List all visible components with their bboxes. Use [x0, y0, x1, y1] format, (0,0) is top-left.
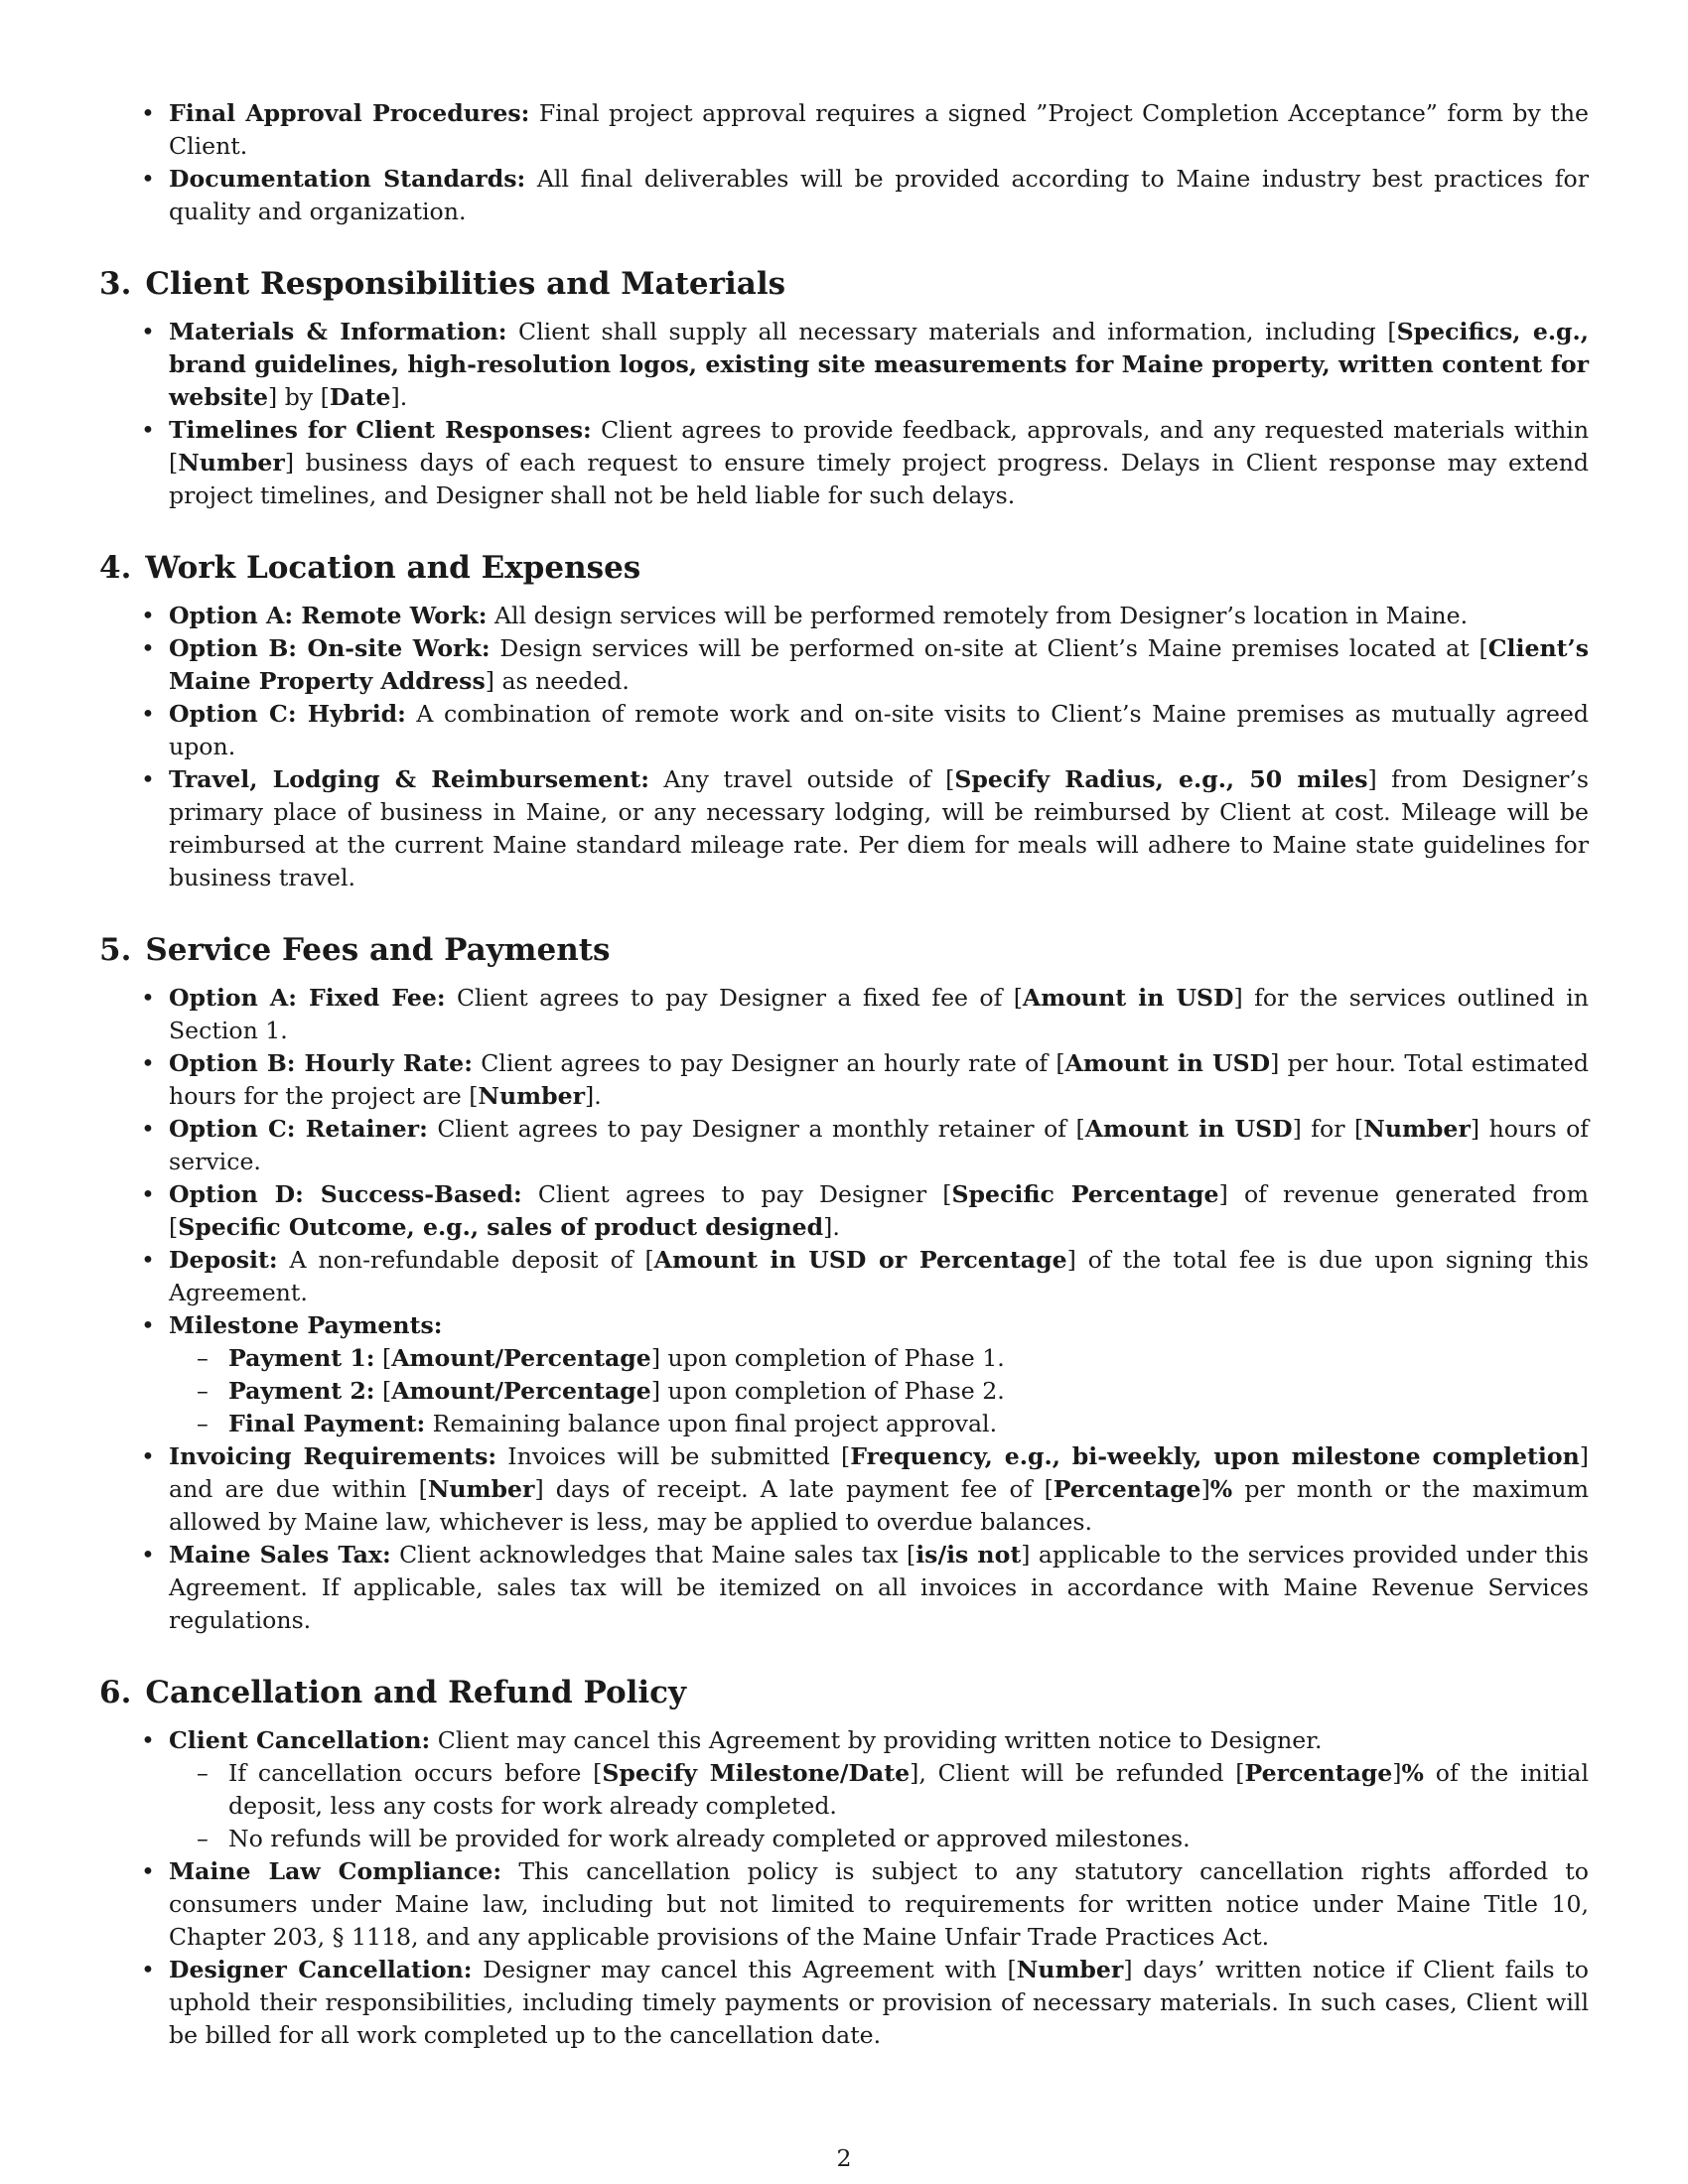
bold-text: Amount in USD: [1064, 1049, 1271, 1077]
text-span: ] business days of each request to ensure timely project progress. Delays in Client response may extend project timelines, and Designer shall not be held liable for such delays.: [169, 449, 1589, 509]
bold-text: Designer Cancellation:: [169, 1956, 473, 1983]
bold-text: Materials & Information:: [169, 318, 507, 345]
section-list: [99, 1724, 1589, 2052]
bold-text: Option D: Success-Based:: [169, 1180, 522, 1208]
list-item: [99, 698, 1589, 763]
text-span: ], Client will be refunded [: [910, 1759, 1245, 1787]
bold-text: Payment 2:: [228, 1377, 375, 1405]
continued-list: [99, 97, 1589, 228]
text-span: Invoices will be submitted [: [496, 1442, 851, 1470]
text-span: ] upon completion of Phase 2.: [650, 1377, 1005, 1405]
bold-text: Option A: Fixed Fee:: [169, 984, 446, 1012]
text-span: Client agrees to pay Designer an hourly rate of [: [472, 1049, 1065, 1077]
section-heading: [99, 548, 1589, 588]
text-span: [: [374, 1377, 392, 1405]
bold-text: Option C: Retainer:: [169, 1115, 428, 1143]
bold-text: Number: [1016, 1956, 1124, 1983]
bold-text: Amount/Percentage: [391, 1344, 651, 1372]
text-span: ] upon completion of Phase 1.: [650, 1344, 1005, 1372]
text-span: 3.: [99, 266, 132, 302]
text-span: All final deliverables will be provided according to Maine industry best practices for quality and organization.: [169, 165, 1589, 225]
list-item: [99, 1539, 1589, 1637]
text-span: A combination of remote work and on-site visits to Client’s Maine premises as mutually agreed upon.: [169, 700, 1589, 760]
text-span: ] by [: [267, 383, 330, 411]
text-span: Any travel outside of [: [648, 765, 955, 793]
list-item: [99, 1113, 1589, 1178]
text-span: Client may cancel this Agreement by providing written notice to Designer.: [430, 1726, 1323, 1754]
bold-text: %: [1209, 1475, 1233, 1503]
bold-text: Specific Outcome, e.g., sales of product designed: [178, 1213, 824, 1241]
text-span: Design services will be performed on-site at Client’s Maine premises located at [: [490, 634, 1488, 662]
text-span: ] as needed.: [485, 667, 630, 695]
bold-text: Client Cancellation:: [169, 1726, 431, 1754]
list-item: [99, 1244, 1589, 1309]
bold-text: Final Payment:: [228, 1410, 426, 1437]
text-span: per month or the maximum allowed by Maine law, whichever is less, may be applied to overdue balances.: [169, 1475, 1590, 1536]
list-item: [99, 600, 1589, 632]
text-span: ].: [390, 383, 408, 411]
bold-text: Specify Milestone/Date: [602, 1759, 911, 1787]
text-span: If cancellation occurs before [: [228, 1759, 603, 1787]
bold-text: Documentation Standards:: [169, 165, 526, 193]
text-span: ]: [1200, 1475, 1210, 1503]
bold-text: Percentage: [1053, 1475, 1201, 1503]
list-item: [99, 982, 1589, 1047]
bold-text: Timelines for Client Responses:: [169, 416, 592, 444]
bold-text: Number: [1363, 1115, 1471, 1143]
bold-text: Frequency, e.g., bi-weekly, upon milestone completion: [850, 1442, 1580, 1470]
text-span: ] for the services outlined in Section 1.: [169, 984, 1589, 1044]
text-span: ] and are due within [: [169, 1442, 1589, 1503]
text-span: Client agrees to pay Designer [: [521, 1180, 952, 1208]
text-span: Remaining balance upon final project approval.: [425, 1410, 998, 1437]
text-span: ] applicable to the services provided under this Agreement. If applicable, sales tax will be itemized on all invoices in accordance with Maine Revenue Services regulations.: [169, 1541, 1589, 1634]
section-list: [99, 316, 1589, 512]
list-item: [99, 1724, 1589, 1855]
bold-text: Number: [178, 449, 285, 477]
bold-text: Invoicing Requirements:: [169, 1442, 497, 1470]
text-span: Client agrees to pay Designer a monthly retainer of [: [427, 1115, 1085, 1143]
text-span: ] days’ written notice if Client fails to uphold their responsibilities, including timely payments or provision of necessary materials. In such cases, Client will be billed for all work completed up to the cancellation date.: [169, 1956, 1589, 2049]
text-span: ] of the total fee is due upon signing this Agreement.: [169, 1246, 1589, 1306]
sub-list-item: [169, 1408, 1589, 1440]
bold-text: Option C: Hybrid:: [169, 700, 406, 728]
text-span: Final project approval requires a signed ”Project Completion Acceptance” form by the Client.: [169, 99, 1589, 160]
bold-text: Date: [329, 383, 391, 411]
bold-text: Option B: On-site Work:: [169, 634, 491, 662]
bold-text: Specifics, e.g., brand guidelines, high-resolution logos, existing site measurements for Maine property, written content for website: [169, 318, 1589, 411]
bold-text: Amount in USD: [1022, 984, 1234, 1012]
bold-text: Maine Law Compliance:: [169, 1857, 502, 1885]
text-span: ] days of receipt. A late payment fee of [: [534, 1475, 1054, 1503]
bold-text: Option A: Remote Work:: [169, 602, 488, 629]
text-span: Work Location and Expenses: [145, 550, 641, 586]
section-4: [99, 548, 1589, 894]
bold-text: Specify Radius, e.g., 50 miles: [954, 765, 1368, 793]
list-item: [99, 97, 1589, 163]
list-item: [99, 316, 1589, 414]
bold-text: Amount in USD: [1084, 1115, 1293, 1143]
bold-text: Percentage: [1244, 1759, 1393, 1787]
bold-text: Final Approval Procedures:: [169, 99, 530, 127]
section-3: [99, 264, 1589, 512]
text-span: ]: [1392, 1759, 1402, 1787]
bold-text: Specific Percentage: [951, 1180, 1219, 1208]
text-span: [: [374, 1344, 392, 1372]
text-span: Cancellation and Refund Policy: [145, 1675, 687, 1710]
text-span: Designer may cancel this Agreement with [: [472, 1956, 1017, 1983]
list-item: [99, 1440, 1589, 1539]
text-span: ] per hour. Total estimated hours for the project are [: [169, 1049, 1589, 1110]
list-item: [99, 1855, 1589, 1954]
text-span: ] for [: [1292, 1115, 1364, 1143]
section-heading: [99, 930, 1589, 970]
text-span: Client shall supply all necessary materials and information, including [: [506, 318, 1397, 345]
text-span: ] from Designer’s primary place of business in Maine, or any necessary lodging, will be reimbursed by Client at cost. Mileage will be reimbursed at the current Maine standard mileage rate. Per diem for meals will adhere to Maine state guidelines for business travel.: [169, 765, 1589, 891]
bold-text: Amount/Percentage: [391, 1377, 651, 1405]
bold-text: is/is not: [915, 1541, 1022, 1569]
bold-text: Milestone Payments:: [169, 1311, 443, 1339]
section-5: [99, 930, 1589, 1637]
list-item: [99, 1954, 1589, 2052]
section-list: [99, 600, 1589, 894]
text-span: ] hours of service.: [169, 1115, 1590, 1175]
text-span: ].: [823, 1213, 840, 1241]
sub-list-item: [169, 1823, 1589, 1855]
text-span: Client agrees to provide feedback, approvals, and any requested materials within [: [169, 416, 1590, 477]
text-span: Client Responsibilities and Materials: [145, 266, 786, 302]
sub-list: [169, 1757, 1589, 1855]
text-span: 5.: [99, 932, 132, 968]
section-6: [99, 1673, 1589, 2052]
list-item: [99, 1047, 1589, 1113]
list-item: [99, 632, 1589, 698]
bold-text: Payment 1:: [228, 1344, 375, 1372]
text-span: A non-refundable deposit of [: [277, 1246, 654, 1274]
text-span: 4.: [99, 550, 132, 586]
section-list: [99, 982, 1589, 1637]
text-span: 6.: [99, 1675, 132, 1710]
page-number: 2: [836, 2144, 852, 2172]
sub-list-item: [169, 1342, 1589, 1375]
text-span: Client acknowledges that Maine sales tax [: [390, 1541, 916, 1569]
section-heading: [99, 264, 1589, 304]
sub-list-item: [169, 1375, 1589, 1408]
text-span: Service Fees and Payments: [145, 932, 611, 968]
bold-text: Number: [427, 1475, 535, 1503]
text-span: All design services will be performed remotely from Designer’s location in Maine.: [487, 602, 1469, 629]
section-heading: [99, 1673, 1589, 1712]
list-item: [99, 1178, 1589, 1244]
text-span: ].: [585, 1082, 602, 1110]
text-span: of the initial deposit, less any costs for work already completed.: [228, 1759, 1590, 1820]
list-item: [99, 163, 1589, 228]
bold-text: Travel, Lodging & Reimbursement:: [169, 765, 649, 793]
text-span: This cancellation policy is subject to any statutory cancellation rights afforded to consumers under Maine law, including but not limited to requirements for written notice under Maine Title 10, Chapter 203, § 1118, and any applicable provisions of the Maine Unfair Trade Practices Act.: [169, 1857, 1589, 1951]
bold-text: Amount in USD or Percentage: [653, 1246, 1067, 1274]
text-span: Client agrees to pay Designer a fixed fee of [: [445, 984, 1023, 1012]
bold-text: %: [1401, 1759, 1424, 1787]
bold-text: Client’s Maine Property Address: [169, 634, 1590, 695]
document-body: [99, 97, 1589, 2052]
bold-text: Deposit:: [169, 1246, 278, 1274]
sub-list-item: [169, 1757, 1589, 1823]
list-item: [99, 1309, 1589, 1440]
list-item: [99, 763, 1589, 894]
list-item: [99, 414, 1589, 512]
bold-text: Maine Sales Tax:: [169, 1541, 391, 1569]
bold-text: Number: [478, 1082, 586, 1110]
text-span: No refunds will be provided for work already completed or approved milestones.: [228, 1825, 1191, 1852]
text-span: ] of revenue generated from [: [169, 1180, 1589, 1241]
sub-list: [169, 1342, 1589, 1440]
bold-text: Option B: Hourly Rate:: [169, 1049, 473, 1077]
